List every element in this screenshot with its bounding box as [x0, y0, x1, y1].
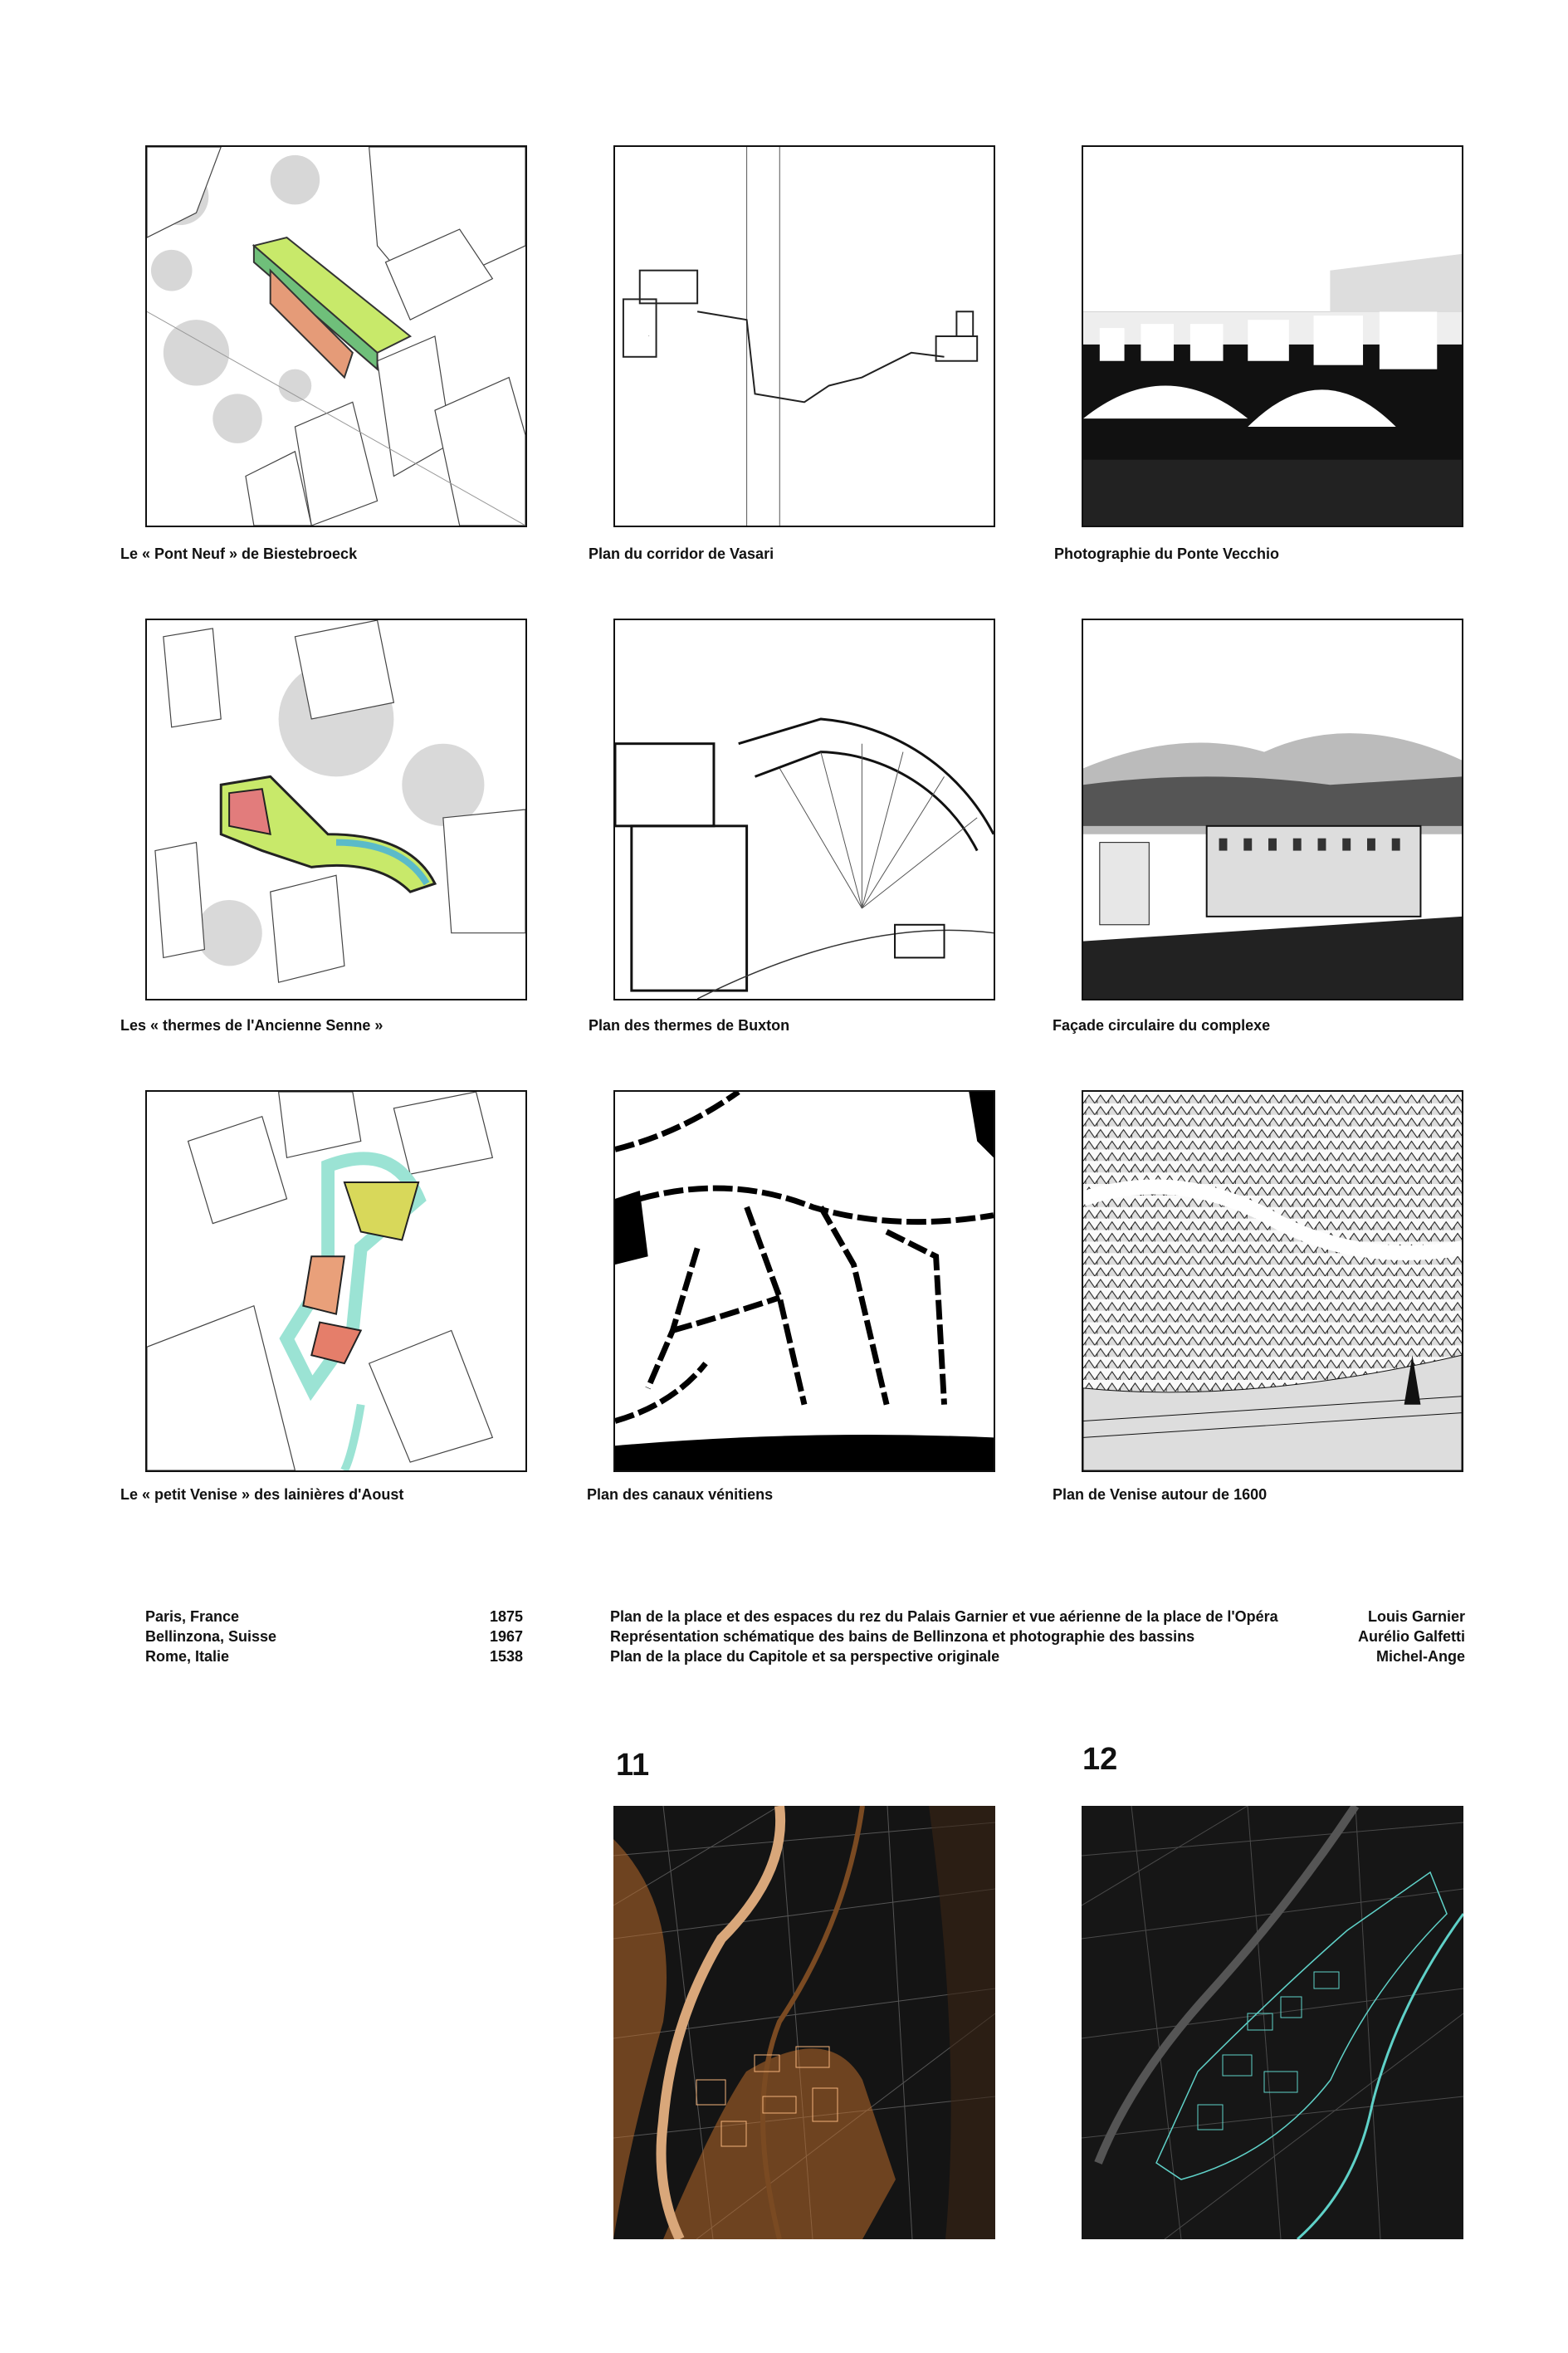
map-number: 11: [616, 1748, 650, 1783]
reference-author: Aurélio Galfetti: [1357, 1628, 1465, 1645]
map-12-dark: [1082, 1806, 1463, 2239]
caption-panel-1: Le « Pont Neuf » de Biestebroeck: [120, 545, 358, 562]
caption-panel-4: Les « thermes de l'Ancienne Senne »: [120, 1017, 383, 1034]
panel-thermes-senne-axonometric: [145, 619, 527, 1000]
reference-description: Plan de la place du Capitole et sa perspective originale: [610, 1648, 1000, 1665]
reference-year: 1967: [489, 1628, 523, 1645]
map-number: 12: [1082, 1742, 1118, 1777]
caption-panel-9: Plan de Venise autour de 1600: [1053, 1486, 1268, 1503]
panel-buxton-plan: [613, 619, 995, 1000]
map-11-dark: [613, 1806, 995, 2239]
panel-vasari-plan: [613, 145, 995, 527]
panel-pont-neuf-axonometric: [145, 145, 527, 527]
panel-petit-venise-axonometric: [145, 1090, 527, 1472]
caption-panel-7: Le « petit Venise » des lainières d'Aoust: [120, 1486, 404, 1503]
panel-ponte-vecchio-photo: [1082, 145, 1463, 527]
panel-crescent-facade-engraving: [1082, 619, 1463, 1000]
reference-place: Bellinzona, Suisse: [145, 1628, 277, 1645]
caption-panel-5: Plan des thermes de Buxton: [589, 1017, 790, 1034]
svg-text:.: .: [647, 330, 650, 338]
caption-panel-8: Plan des canaux vénitiens: [587, 1486, 774, 1503]
reference-author: Michel-Ange: [1375, 1648, 1465, 1665]
reference-place: Rome, Italie: [145, 1648, 230, 1665]
reference-description: Plan de la place et des espaces du rez du Palais Garnier et vue aérienne de la place de l'Opéra: [610, 1608, 1278, 1625]
caption-panel-2: Plan du corridor de Vasari: [589, 545, 774, 562]
reference-description: Représentation schématique des bains de Bellinzona et photographie des bassins: [610, 1628, 1195, 1645]
reference-year: 1538: [489, 1648, 523, 1665]
reference-author: Louis Garnier: [1367, 1608, 1465, 1625]
panel-venetian-canals-plan: [613, 1090, 995, 1472]
panel-venice-1600-engraving: [1082, 1090, 1463, 1472]
reference-year: 1875: [489, 1608, 523, 1625]
caption-panel-3: Photographie du Ponte Vecchio: [1054, 545, 1280, 562]
reference-place: Paris, France: [145, 1608, 240, 1625]
caption-panel-6: Façade circulaire du complexe: [1053, 1017, 1271, 1034]
